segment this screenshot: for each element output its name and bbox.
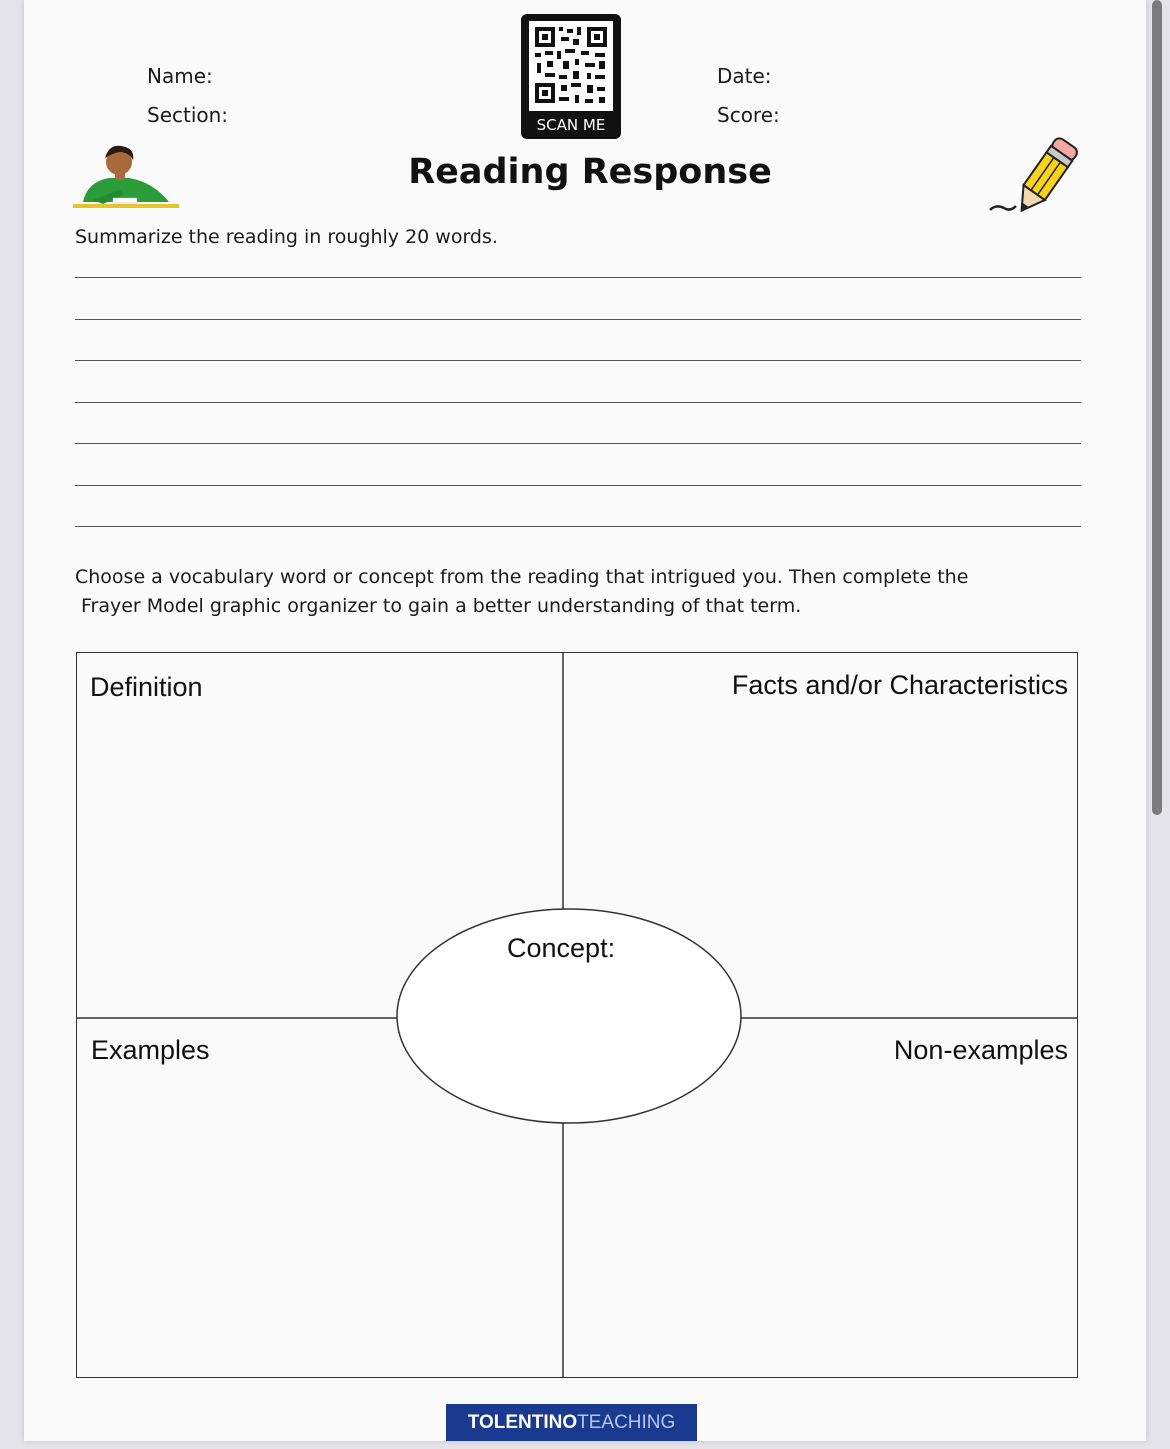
qr-code-icon[interactable] bbox=[521, 14, 621, 139]
brand-light: TEACHING bbox=[577, 1412, 676, 1433]
date-label: Date: bbox=[717, 64, 772, 88]
qr-caption: SCAN ME bbox=[536, 116, 606, 134]
writing-line[interactable] bbox=[75, 319, 1081, 320]
writing-line[interactable] bbox=[75, 526, 1081, 527]
writing-line[interactable] bbox=[75, 485, 1081, 486]
pencil-icon bbox=[986, 134, 1086, 220]
score-label: Score: bbox=[717, 103, 780, 127]
frayer-model bbox=[76, 652, 1078, 1378]
summary-prompt: Summarize the reading in roughly 20 words. bbox=[75, 226, 498, 248]
definition-area[interactable] bbox=[77, 653, 562, 1017]
name-label: Name: bbox=[147, 64, 213, 88]
qr-pattern bbox=[529, 21, 613, 111]
brand-bold: TOLENTINO bbox=[467, 1412, 578, 1433]
vocab-prompt-line2: Frayer Model graphic organizer to gain a better understanding of that term. bbox=[81, 595, 802, 617]
vocab-prompt-line1: Choose a vocabulary word or concept from the reading that intrigued you. Then complete the bbox=[75, 566, 969, 588]
facts-area[interactable] bbox=[564, 653, 1077, 1017]
non-examples-area[interactable] bbox=[564, 1019, 1077, 1377]
section-label: Section: bbox=[147, 103, 229, 127]
writing-line[interactable] bbox=[75, 402, 1081, 403]
writing-line[interactable] bbox=[75, 443, 1081, 444]
writing-line[interactable] bbox=[75, 360, 1081, 361]
facts-label: Facts and/or Characteristics bbox=[731, 670, 1068, 700]
worksheet-page bbox=[24, 0, 1146, 1441]
examples-label: Examples bbox=[91, 1035, 210, 1065]
writing-line[interactable] bbox=[75, 277, 1081, 278]
page-title: Reading Response bbox=[408, 152, 772, 192]
scrollbar[interactable] bbox=[1152, 0, 1162, 815]
definition-label: Definition bbox=[90, 672, 203, 702]
brand-footer bbox=[446, 1404, 697, 1441]
non-examples-label: Non-examples bbox=[893, 1035, 1068, 1065]
concept-label: Concept: bbox=[507, 933, 616, 963]
examples-area[interactable] bbox=[77, 1019, 562, 1377]
